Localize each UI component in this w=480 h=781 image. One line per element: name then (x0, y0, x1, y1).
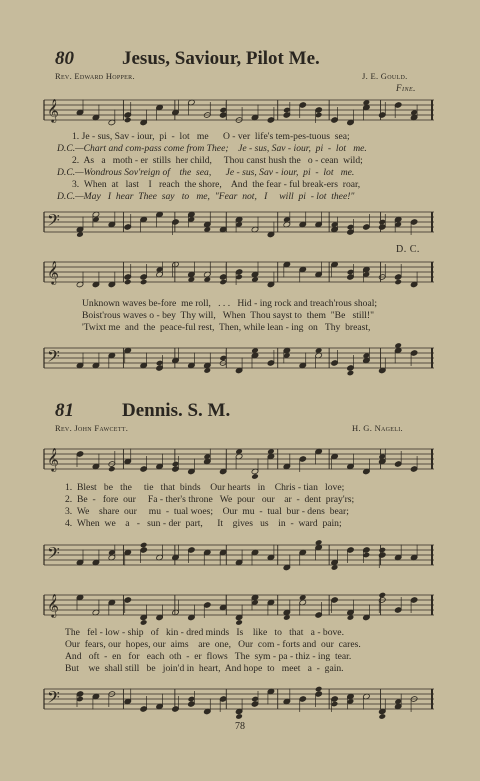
hymn-81-system-2-treble (42, 585, 436, 625)
verse-line: 1. Je - sus, Sav - iour, pi - lot me O - ver life's tem-pes-tuous sea; (72, 131, 350, 142)
verse-line: 3. When at last I reach the shore, And the fear - ful break-ers roar, (72, 179, 361, 190)
verse-line: 'Twixt me and the peace-ful rest, Then, while lean - ing on Thy breast, (82, 322, 371, 333)
verse-line: D.C.—Wondrous Sov'reign of the sea, Je - sus, Sav - iour, pi - lot me. (57, 167, 355, 178)
hymn-80-system-1-treble (42, 90, 436, 130)
svg-text:𝄞: 𝄞 (47, 98, 59, 122)
dc-mark: D. C. (396, 244, 420, 255)
svg-text:𝄢: 𝄢 (47, 346, 60, 370)
verse-line: The fel - low - ship of kin - dred minds Is like to that a - bove. (65, 627, 344, 638)
verse-line: 1. Blest be the tie that binds Our hearts in Chris - tian love; (65, 482, 345, 493)
fine-mark: Fine. (396, 83, 416, 93)
hymn-80-number: 80 (55, 48, 74, 69)
hymn-80-system-2-treble (42, 252, 436, 292)
hymn-80-heading (55, 48, 320, 70)
verse-line: But we shall still be join'd in heart, And hope to meet a - gain. (65, 663, 344, 674)
hymn-80-author: Rev. Edward Hopper. (55, 71, 135, 81)
verse-line: Our fears, our hopes, our aims are one, Our com - forts and our cares. (65, 639, 361, 650)
verse-line: 4. When we a - sun - der part, It gives us in - ward pain; (65, 518, 342, 529)
svg-text:𝄞: 𝄞 (47, 593, 59, 617)
hymn-81-system-1-bass (42, 533, 436, 577)
svg-text:𝄢: 𝄢 (47, 210, 60, 234)
hymn-81-title: Dennis. S. M. (122, 400, 231, 421)
hymn-80-composer: J. E. Gould. (362, 71, 408, 81)
page-number: 78 (235, 721, 245, 732)
hymn-80-title: Jesus, Saviour, Pilot Me. (122, 48, 320, 69)
hymn-81-composer: H. G. Nageli. (352, 423, 403, 433)
verse-line: Boist'rous waves o - bey Thy will, When Thou sayst to them "Be still!" (82, 310, 375, 321)
verse-line: 2. Be - fore our Fa - ther's throne We pour our ar - dent pray'rs; (65, 494, 355, 505)
hymn-81-system-2-bass (42, 676, 436, 722)
svg-text:𝄞: 𝄞 (47, 447, 59, 471)
hymn-80-system-2-bass (42, 336, 436, 380)
hymn-81-heading (55, 400, 230, 422)
hymn-81-system-1-treble (42, 438, 436, 480)
svg-text:𝄢: 𝄢 (47, 543, 60, 567)
svg-text:𝄢: 𝄢 (47, 687, 60, 711)
verse-line: 3. We share our mu - tual woes; Our mu - tual bur - dens bear; (65, 506, 349, 517)
verse-line: D.C.—Chart and com-pass come from Thee; Je - sus, Sav - iour, pi - lot me. (57, 143, 367, 154)
hymn-81-number: 81 (55, 400, 74, 421)
svg-text:𝄞: 𝄞 (47, 260, 59, 284)
verse-line: Unknown waves be-fore me roll, . . . Hid - ing rock and treach'rous shoal; (82, 298, 378, 309)
hymn-80-system-1-bass (42, 202, 436, 242)
verse-line: 2. As a moth - er stills her child, Thou canst hush the o - cean wild; (72, 155, 363, 166)
hymn-81-author: Rev. John Fawcett. (55, 423, 129, 433)
verse-line: D.C.—May I hear Thee say to me, "Fear not, I will pi - lot thee!" (57, 191, 355, 202)
verse-line: And oft - en for each oth - er flows The sym - pa - thiz - ing tear. (65, 651, 352, 662)
